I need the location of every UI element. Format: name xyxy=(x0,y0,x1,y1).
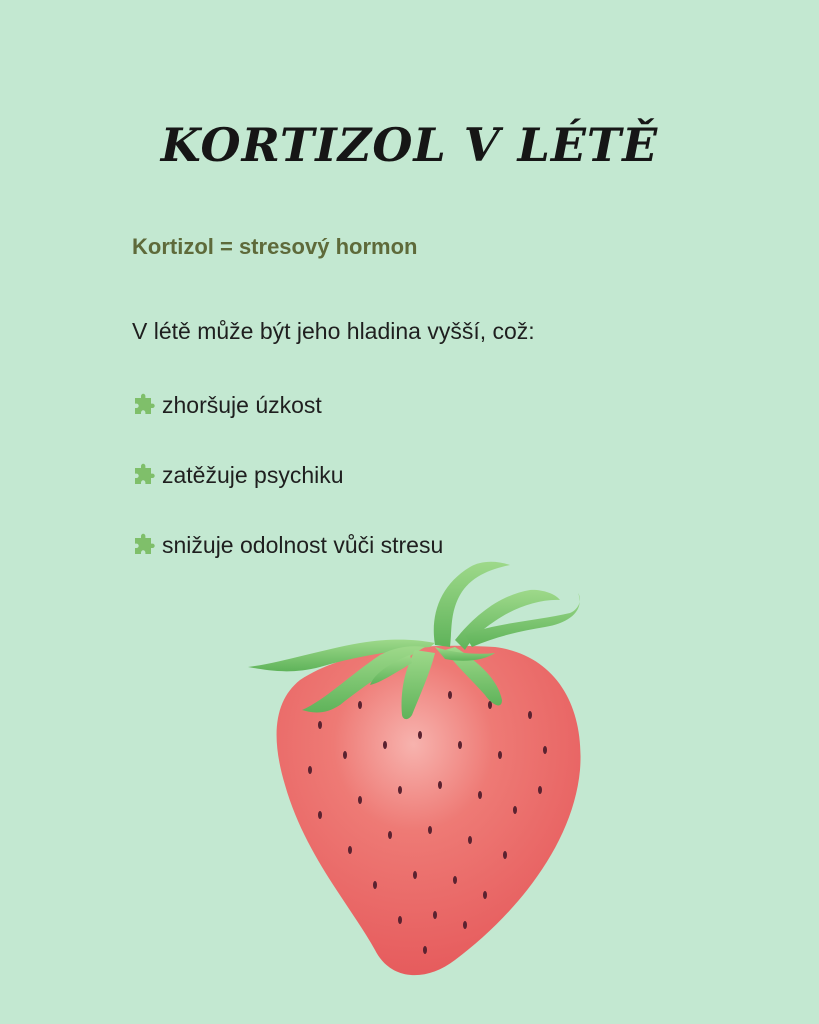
strawberry-illustration xyxy=(240,555,585,980)
bullet-text: zatěžuje psychiku xyxy=(162,461,344,488)
page-title: KORTIZOL V LÉTĚ xyxy=(160,118,659,172)
bullet-text: snižuje odolnost vůči stresu xyxy=(162,531,444,558)
intro-text: V létě může být jeho hladina vyšší, což: xyxy=(132,318,535,344)
list-item xyxy=(132,390,443,420)
berry-body xyxy=(277,646,581,975)
puzzle-icon xyxy=(132,393,156,417)
bullet-text: zhoršuje úzkost xyxy=(162,391,322,418)
list-item xyxy=(132,460,443,490)
puzzle-icon xyxy=(132,533,156,557)
puzzle-icon xyxy=(132,463,156,487)
subtitle: Kortizol = stresový hormon xyxy=(132,234,418,259)
